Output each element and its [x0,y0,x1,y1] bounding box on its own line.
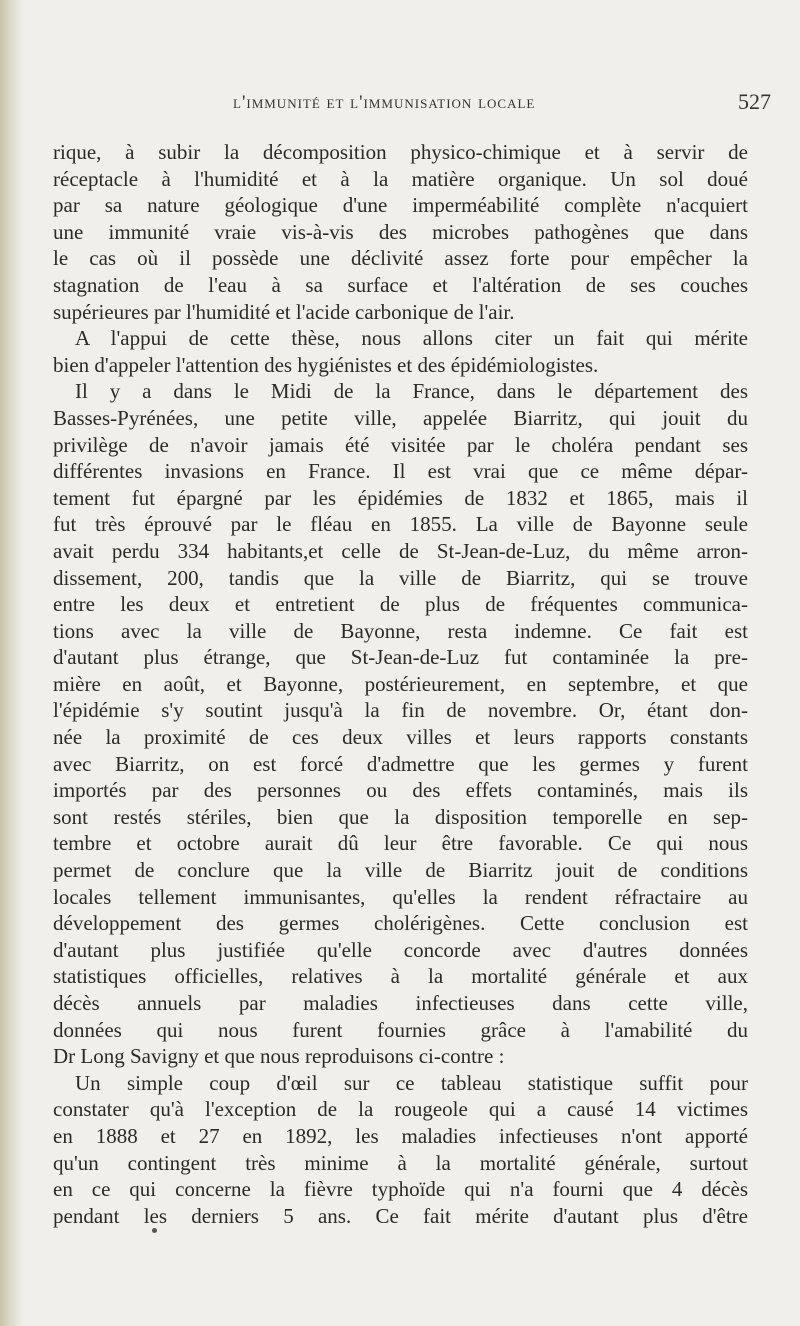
text-line: Il y a dans le Midi de la France, dans le département des [75,379,748,404]
text-line: l'épidémie s'y soutint jusqu'à la fin de novembre. Or, étant don- [53,698,748,723]
text-line: données qui nous furent fournies grâce à l'amabilité du [53,1017,748,1042]
text-line: réceptacle à l'humidité et à la matière organique. Un sol doué [53,166,748,191]
text-line: tembre et octobre aurait dû leur être favorable. Ce qui nous [53,831,748,856]
page-number: 527 [738,89,771,114]
text-line: entre les deux et entretient de plus de fréquentes communica- [53,592,748,617]
text-line: A l'appui de cette thèse, nous allons citer un fait qui mérite [75,326,748,351]
text-line: Basses-Pyrénées, une petite ville, appelée Biarritz, qui jouit du [53,405,748,430]
text-line: en ce qui concerne la fièvre typhoïde qui n'a fourni que 4 décès [53,1177,748,1202]
running-title: l'immunité et l'immunisation locale [233,92,536,113]
text-line: privilège de n'avoir jamais été visitée par le choléra pendant ses [53,432,748,457]
text-line: pendant les derniers 5 ans. Ce fait mérite d'autant plus d'être [53,1203,748,1228]
text-line: Dr Long Savigny et que nous reproduisons ci-contre : [53,1044,505,1069]
text-line: rique, à subir la décomposition physico-chimique et à servir de [53,140,748,164]
text-line: Un simple coup d'œil sur ce tableau statistique suffit pour [75,1070,748,1095]
text-line: d'autant plus justifiée qu'elle concorde avec d'autres données [53,937,748,962]
text-line: décès annuels par maladies infectieuses dans cette ville, [53,991,748,1015]
text-line: avec Biarritz, on est forcé d'admettre que les germes y furent [53,751,748,776]
text-line: née la proximité de ces deux villes et leurs rapports constants [53,725,748,750]
ink-speck [152,1228,157,1233]
text-line: importés par des personnes ou des effets contaminés, mais ils [53,778,748,803]
text-line: tions avec la ville de Bayonne, resta indemne. Ce fait est [53,618,748,643]
text-line: supérieures par l'humidité et l'acide carbonique de l'air. [53,299,515,324]
text-line: stagnation de l'eau à sa surface et l'altération de ses couches [53,272,748,297]
text-line: sont restés stériles, bien que la disposition temporelle en sep- [53,804,748,829]
text-line: qu'un contingent très minime à la mortalité générale, surtout [53,1150,748,1175]
text-line: statistiques officielles, relatives à la mortalité générale et aux [53,964,748,989]
text-line: avait perdu 334 habitants,et celle de St-Jean-de-Luz, du même arron- [53,538,748,563]
text-line: différentes invasions en France. Il est vrai que ce même dépar- [53,459,748,484]
text-line: locales tellement immunisantes, qu'elles la rendent réfractaire au [53,884,748,909]
text-line: fut très éprouvé par le fléau en 1855. La ville de Bayonne seule [53,512,748,537]
text-line: le cas où il possède une déclivité assez forte pour empêcher la [53,246,748,271]
text-line: d'autant plus étrange, que St-Jean-de-Luz fut contaminée la pre- [53,645,748,670]
text-line: bien d'appeler l'attention des hygiénistes et des épidémiologistes. [53,352,599,377]
text-line: mière en août, et Bayonne, postérieurement, en septembre, et que [53,671,748,696]
text-line: permet de conclure que la ville de Biarritz jouit de conditions [53,858,748,883]
text-line: une immunité vraie vis-à-vis des microbes pathogènes que dans [53,219,748,244]
body-text [53,139,748,1229]
text-line: constater qu'à l'exception de la rougeole qui a causé 14 victimes [53,1097,748,1122]
text-line: tement fut épargné par les épidémies de 1832 et 1865, mais il [53,485,748,510]
text-line: dissement, 200, tandis que la ville de Biarritz, qui se trouve [53,565,748,590]
page-edge-shadow [0,0,22,1326]
text-line: par sa nature géologique d'une imperméabilité complète n'acquiert [53,193,748,218]
text-line: en 1888 et 27 en 1892, les maladies infectieuses n'ont apporté [53,1123,748,1148]
text-line: développement des germes cholérigènes. Cette conclusion est [53,911,748,936]
